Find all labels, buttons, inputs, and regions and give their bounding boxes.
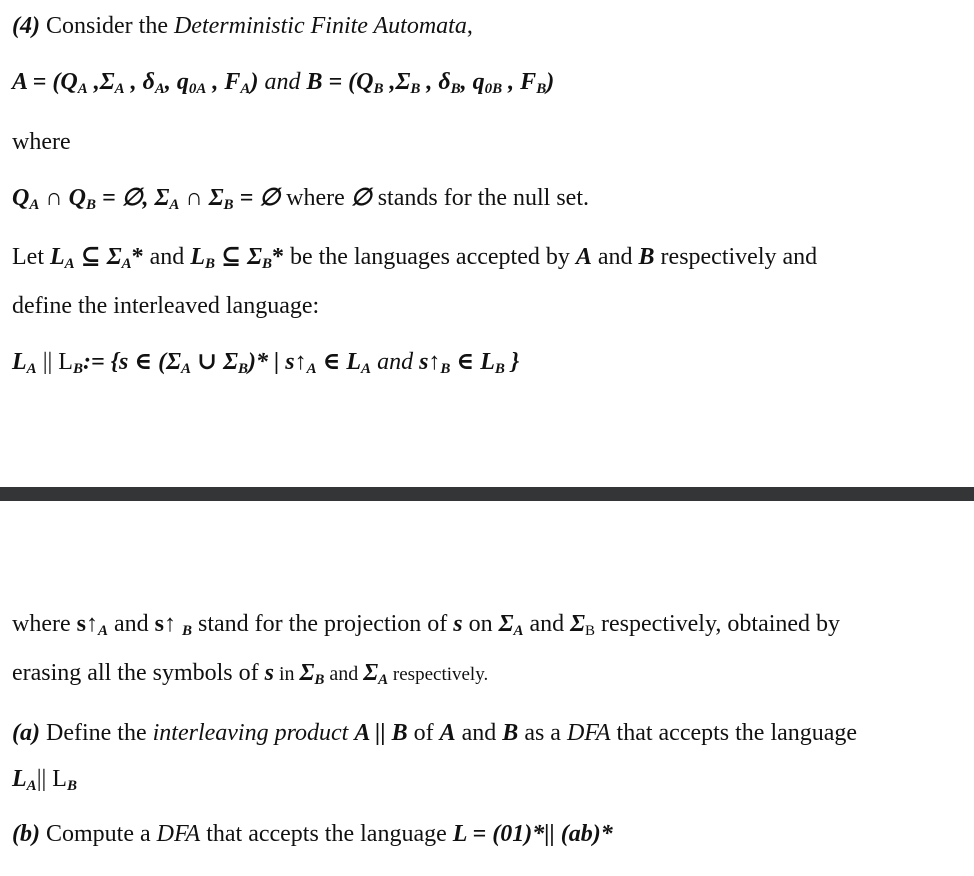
part-b-label: (b) xyxy=(12,821,40,847)
null-set-condition: QA ∩ QB = ∅, ΣA ∩ ΣB = ∅ where ∅ stands for the null set. xyxy=(12,185,590,213)
page-divider xyxy=(0,487,974,501)
erasing-text: erasing all the symbols of s in ΣB and ΣA respectively. xyxy=(12,660,489,688)
part-a-language: LA|| LB xyxy=(12,766,77,794)
part-a-label: (a) xyxy=(12,720,40,746)
question-number: (4) xyxy=(12,13,40,39)
question-header: (4) Consider the Deterministic Finite Automata, xyxy=(12,13,473,39)
part-a-question: (a) Define the interleaving product A || B of A and B as a DFA that accepts the language xyxy=(12,720,858,746)
where-text: where xyxy=(12,129,71,155)
projection-definition: where s↑A and s↑ B stand for the projection of s on ΣA and ΣB respectively, obtained by xyxy=(12,611,841,639)
interleaved-language-formula: LA || LB:= {s ∈ (ΣA ∪ ΣB)* | s↑A ∈ LA and s↑B ∈ LB } xyxy=(12,349,520,377)
part-b-question: (b) Compute a DFA that accepts the language L = (01)*|| (ab)* xyxy=(12,821,613,847)
automata-definition: A = (QA ,ΣA , δA, q0A , FA) and B = (QB ,ΣB , δB, q0B , FB) xyxy=(12,69,555,97)
languages-definition: Let LA ⊆ ΣA* and LB ⊆ ΣB* be the languages accepted by A and B respectively and xyxy=(12,244,818,272)
define-text: define the interleaved language: xyxy=(12,293,320,319)
